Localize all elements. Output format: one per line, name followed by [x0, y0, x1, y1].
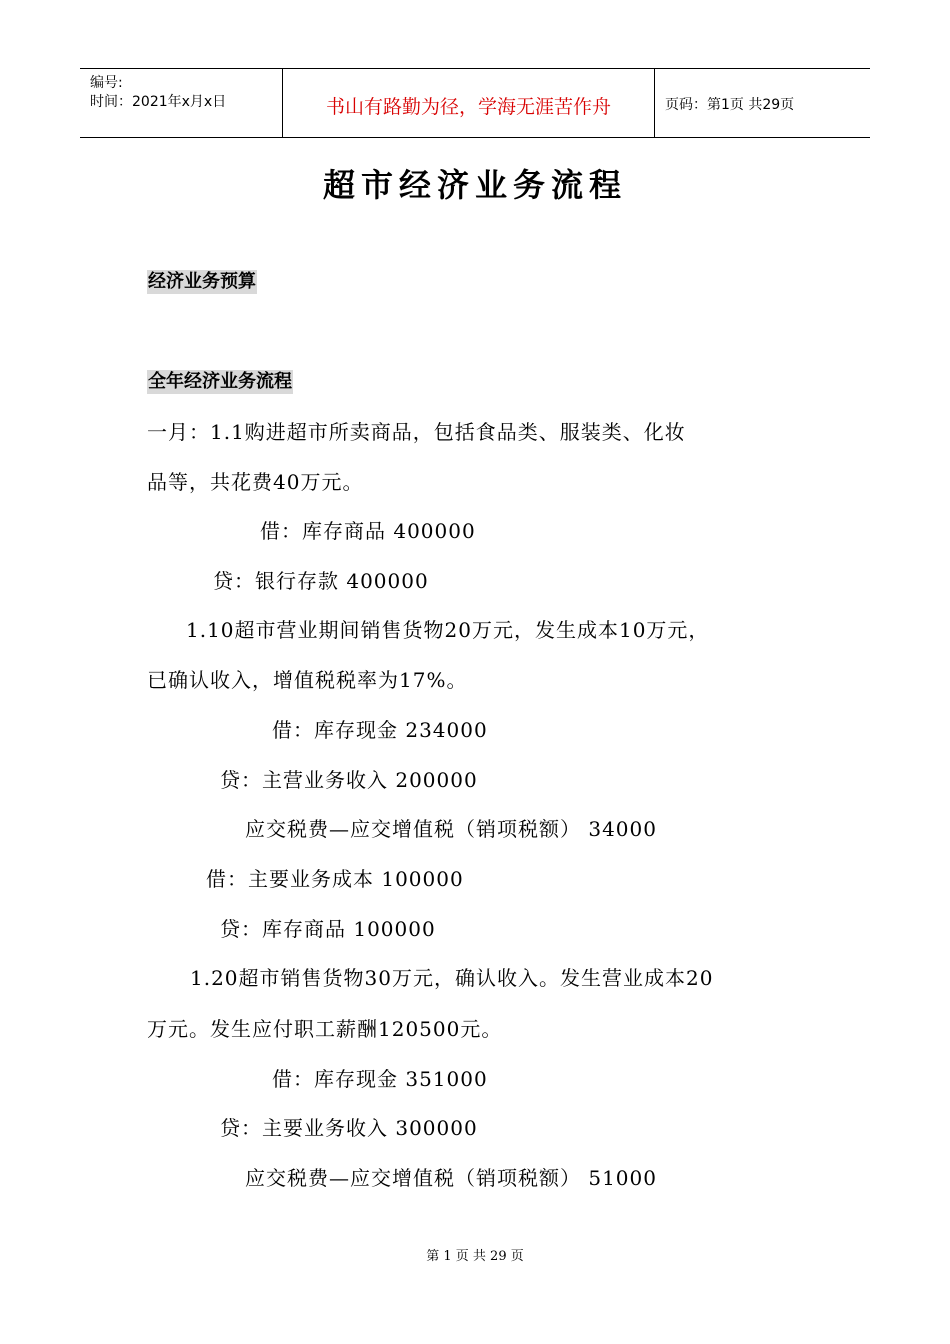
header-motto-cell [283, 69, 655, 137]
motto-text: 书山有路勤为径，学海无涯苦作舟 [325, 96, 611, 118]
page-info: 页码：第1页 共29页 [665, 97, 795, 113]
text-line: 借：库存现金 351000 [272, 1067, 488, 1091]
document-title: 超市经济业务流程 [322, 166, 627, 204]
text-line: 借：主要业务成本 100000 [206, 867, 464, 891]
text-line: 贷：银行存款 400000 [213, 569, 429, 593]
page-header [80, 68, 870, 138]
time-label: 时间：2021年x月x日 [90, 94, 227, 110]
number-label: 编号: [90, 75, 123, 91]
text-line: 贷：主要业务收入 300000 [220, 1116, 478, 1140]
text-line: 应交税费—应交增值税（销项税额） 34000 [245, 817, 657, 841]
page-footer: 第 1 页 共 29 页 [426, 1249, 524, 1264]
text-line: 品等，共花费40万元。 [147, 470, 364, 494]
text-line: 一月：1.1购进超市所卖商品，包括食品类、服装类、化妆 [147, 420, 686, 444]
text-line: 借：库存现金 234000 [272, 718, 488, 742]
heading-budget: 经济业务预算 [148, 271, 256, 292]
text-line: 万元。发生应付职工薪酬120500元。 [147, 1017, 503, 1041]
header-page-cell [655, 69, 870, 137]
text-line: 借：库存商品 400000 [260, 519, 476, 543]
heading-annual: 全年经济业务流程 [148, 371, 292, 392]
header-meta-cell [80, 69, 283, 137]
text-line: 1.20超市销售货物30万元，确认收入。发生营业成本20 [190, 966, 714, 990]
text-line: 已确认收入，增值税税率为17%。 [147, 668, 468, 692]
text-line: 贷：主营业务收入 200000 [220, 768, 478, 792]
text-line: 应交税费—应交增值税（销项税额） 51000 [245, 1166, 657, 1190]
text-line: 1.10超市营业期间销售货物20万元，发生成本10万元， [186, 618, 710, 642]
text-line: 贷：库存商品 100000 [220, 917, 436, 941]
